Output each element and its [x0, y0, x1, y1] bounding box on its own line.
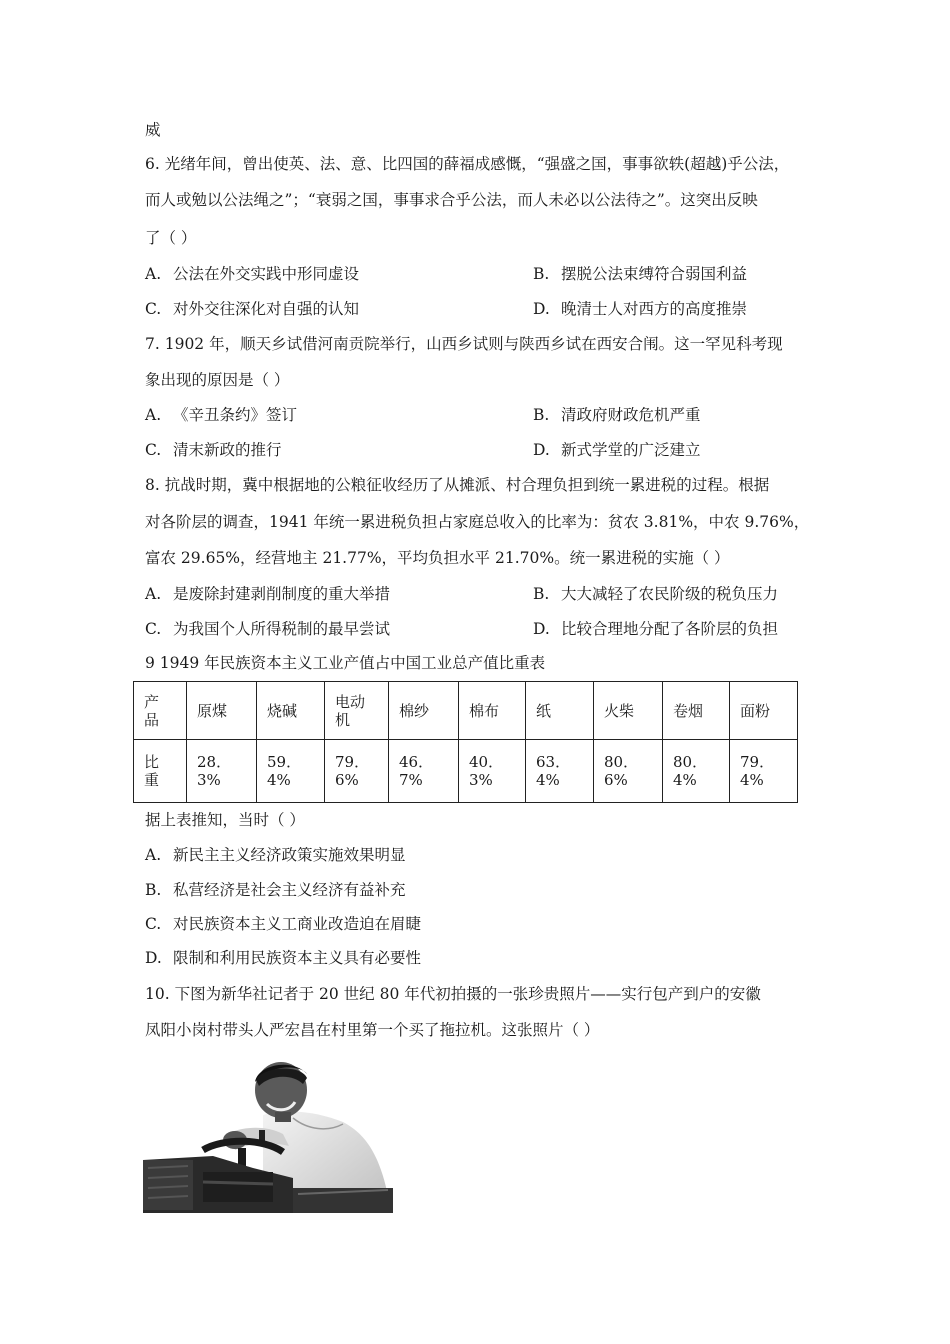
table-cell-product: 面粉	[730, 682, 798, 740]
table-cell-ratio: 79．4%	[730, 740, 798, 803]
table-cell-ratio: 46．7%	[389, 740, 459, 803]
q8-line-1: 8. 抗战时期，冀中根据地的公粮征收经历了从摊派、村合理负担到统一累进税的过程。根据	[145, 476, 770, 494]
table-cell-ratio: 59．4%	[257, 740, 325, 803]
q8-option-a: A. 是废除封建剥削制度的重大举措	[145, 585, 391, 603]
q9-option-a: A. 新民主主义经济政策实施效果明显	[145, 846, 406, 864]
table-cell-ratio: 63．4%	[526, 740, 594, 803]
q7-option-c: C. 清末新政的推行	[145, 441, 282, 459]
table-cell-ratio: 28．3%	[187, 740, 257, 803]
q7-option-a: A. 《辛丑条约》签订	[145, 406, 298, 424]
table-cell-ratio: 80．6%	[594, 740, 663, 803]
q9-option-c: C. 对民族资本主义工商业改造迫在眉睫	[145, 915, 422, 933]
carryover-text: 威	[145, 121, 161, 139]
q6-option-a: A. 公法在外交实践中形同虚设	[145, 265, 360, 283]
table-cell-product: 原煤	[187, 682, 257, 740]
q10-line-1: 10. 下图为新华社记者于 20 世纪 80 年代初拍摄的一张珍贵照片——实行包产到户的安徽	[145, 985, 761, 1003]
q6-line-3: 了（ ）	[145, 229, 197, 247]
table-header-cell-product: 产 品	[134, 682, 187, 740]
q9-option-d: D. 限制和利用民族资本主义具有必要性	[145, 949, 422, 967]
q8-line-3: 富农 29.65%，经营地主 21.77%，平均负担水平 21.70%。统一累进税的实施（ ）	[145, 549, 730, 567]
table-cell-product: 纸	[526, 682, 594, 740]
table-cell-product: 电动 机	[325, 682, 389, 740]
table-cell-product: 卷烟	[663, 682, 730, 740]
q9-title: 9 1949 年民族资本主义工业产值占中国工业总产值比重表	[145, 654, 546, 672]
q7-option-b: B. 清政府财政危机严重	[533, 406, 701, 424]
q9-ratio-table	[133, 681, 798, 803]
table-cell-product: 棉布	[459, 682, 526, 740]
q8-option-d: D. 比较合理地分配了各阶层的负担	[533, 620, 779, 638]
table-cell-ratio: 80．4%	[663, 740, 730, 803]
tractor-photo	[143, 1060, 393, 1213]
table-cell-product: 火柴	[594, 682, 663, 740]
q6-option-d: D. 晚清士人对西方的高度推崇	[533, 300, 748, 318]
table-row-products	[134, 682, 798, 740]
q9-option-b: B. 私营经济是社会主义经济有益补充	[145, 881, 406, 899]
table-header-cell-ratio: 比 重	[134, 740, 187, 803]
table-cell-ratio: 40．3%	[459, 740, 526, 803]
q9-question: 据上表推知，当时（ ）	[145, 811, 305, 829]
q10-line-2: 凤阳小岗村带头人严宏昌在村里第一个买了拖拉机。这张照片（ ）	[145, 1021, 600, 1039]
q8-line-2: 对各阶层的调查，1941 年统一累进税负担占家庭总收入的比率为：贫农 3.81%，中农 9.76%，	[145, 513, 810, 531]
q7-option-d: D. 新式学堂的广泛建立	[533, 441, 701, 459]
table-row-ratios	[134, 740, 798, 803]
q6-line-1: 6. 光绪年间，曾出使英、法、意、比四国的薛福成感慨，“强盛之国，事事欲轶(超越)乎公法，	[145, 155, 790, 173]
q7-line-2: 象出现的原因是（ ）	[145, 371, 290, 389]
q7-line-1: 7. 1902 年，顺天乡试借河南贡院举行，山西乡试则与陕西乡试在西安合闱。这一罕见科考现	[145, 335, 783, 353]
q8-option-c: C. 为我国个人所得税制的最早尝试	[145, 620, 391, 638]
table-cell-product: 棉纱	[389, 682, 459, 740]
q6-line-2: 而人或勉以公法绳之”；“衰弱之国，事事求合乎公法，而人未必以公法待之”。这突出反映	[145, 191, 758, 209]
q6-option-b: B. 摆脱公法束缚符合弱国利益	[533, 265, 748, 283]
q6-option-c: C. 对外交往深化对自强的认知	[145, 300, 360, 318]
table-cell-ratio: 79．6%	[325, 740, 389, 803]
q8-option-b: B. 大大减轻了农民阶级的税负压力	[533, 585, 779, 603]
table-cell-product: 烧碱	[257, 682, 325, 740]
